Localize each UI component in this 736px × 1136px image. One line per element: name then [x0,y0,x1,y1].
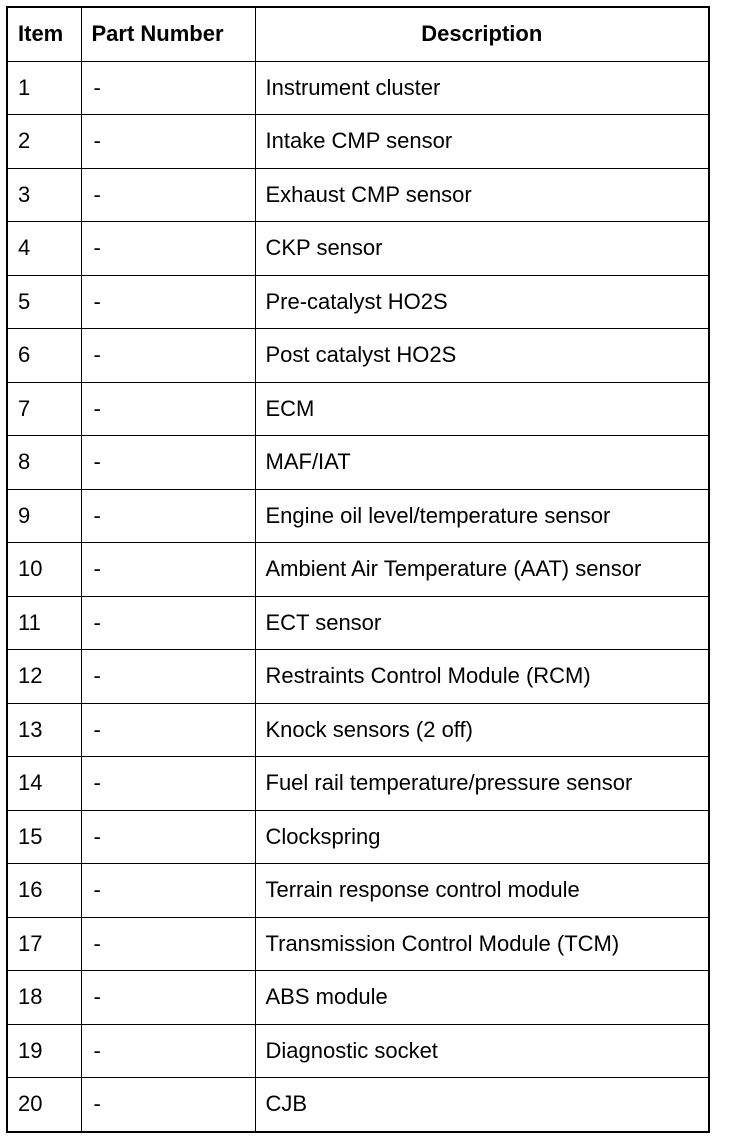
description-cell: MAF/IAT [255,436,709,490]
part-number-cell: - [81,864,255,918]
table-row [7,436,709,490]
table-body [7,61,709,1132]
description-cell: Engine oil level/temperature sensor [255,489,709,543]
item-number-cell: 4 [7,222,81,276]
header-description: Description [255,7,709,61]
description-cell: ECT sensor [255,596,709,650]
item-number-cell: 13 [7,703,81,757]
part-number-cell: - [81,810,255,864]
part-number-cell: - [81,1078,255,1132]
description-cell: Exhaust CMP sensor [255,168,709,222]
description-cell: Pre-catalyst HO2S [255,275,709,329]
description-cell: Fuel rail temperature/pressure sensor [255,757,709,811]
part-number-cell: - [81,489,255,543]
table-row [7,596,709,650]
table-row [7,917,709,971]
item-number-cell: 1 [7,61,81,115]
part-number-cell: - [81,436,255,490]
description-cell: Ambient Air Temperature (AAT) sensor [255,543,709,597]
item-number-cell: 16 [7,864,81,918]
item-number-cell: 6 [7,329,81,383]
table-row [7,489,709,543]
part-number-cell: - [81,115,255,169]
description-cell: Clockspring [255,810,709,864]
item-number-cell: 12 [7,650,81,704]
item-number-cell: 2 [7,115,81,169]
part-number-cell: - [81,275,255,329]
header-row [7,7,709,61]
description-cell: Instrument cluster [255,61,709,115]
table-row [7,222,709,276]
description-cell: Intake CMP sensor [255,115,709,169]
table-row [7,650,709,704]
description-cell: Knock sensors (2 off) [255,703,709,757]
part-number-cell: - [81,382,255,436]
table-row [7,61,709,115]
description-cell: Transmission Control Module (TCM) [255,917,709,971]
item-number-cell: 10 [7,543,81,597]
item-number-cell: 8 [7,436,81,490]
item-number-cell: 3 [7,168,81,222]
table-row [7,703,709,757]
table-row [7,168,709,222]
part-number-cell: - [81,757,255,811]
table-row [7,382,709,436]
description-cell: ABS module [255,971,709,1025]
description-cell: Diagnostic socket [255,1024,709,1078]
part-number-cell: - [81,596,255,650]
description-cell: ECM [255,382,709,436]
table-row [7,275,709,329]
item-number-cell: 7 [7,382,81,436]
header-item: Item [7,7,81,61]
table-row [7,810,709,864]
item-number-cell: 9 [7,489,81,543]
table-row [7,757,709,811]
part-number-cell: - [81,543,255,597]
item-number-cell: 18 [7,971,81,1025]
item-number-cell: 20 [7,1078,81,1132]
part-number-cell: - [81,61,255,115]
item-number-cell: 15 [7,810,81,864]
part-number-cell: - [81,222,255,276]
part-number-cell: - [81,703,255,757]
table-row [7,329,709,383]
item-number-cell: 11 [7,596,81,650]
part-number-cell: - [81,1024,255,1078]
description-cell: CJB [255,1078,709,1132]
part-number-cell: - [81,168,255,222]
table-header [7,7,709,61]
description-cell: Terrain response control module [255,864,709,918]
part-number-cell: - [81,329,255,383]
item-number-cell: 5 [7,275,81,329]
part-number-cell: - [81,650,255,704]
table-row [7,864,709,918]
item-number-cell: 19 [7,1024,81,1078]
part-number-cell: - [81,971,255,1025]
description-cell: CKP sensor [255,222,709,276]
item-number-cell: 17 [7,917,81,971]
table-row [7,1024,709,1078]
table-row [7,1078,709,1132]
part-number-cell: - [81,917,255,971]
table-row [7,543,709,597]
item-number-cell: 14 [7,757,81,811]
header-part-number: Part Number [81,7,255,61]
description-cell: Restraints Control Module (RCM) [255,650,709,704]
table-row [7,115,709,169]
parts-table [6,6,710,1133]
table-row [7,971,709,1025]
description-cell: Post catalyst HO2S [255,329,709,383]
